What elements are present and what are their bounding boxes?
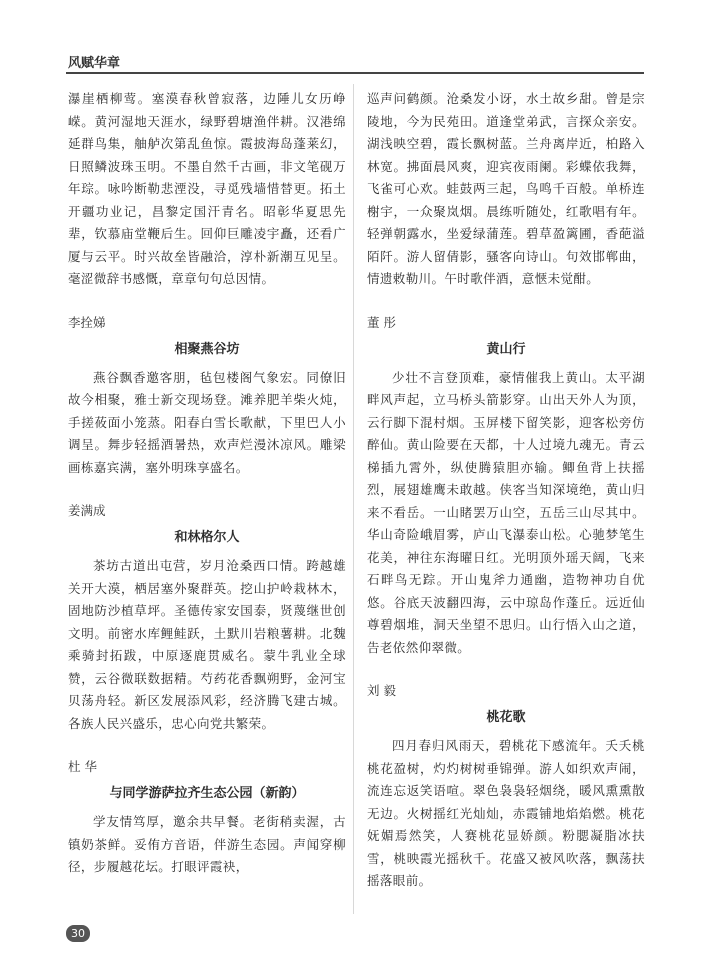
poem-author: 刘 毅 (367, 683, 396, 698)
page-number: 30 (66, 925, 90, 942)
continued-poem-text: 瀑崖栖柳莺。塞漠春秋曾寂落，边陲儿女历峥嵘。黄河湿地天涯水，绿野碧塘渔伴耕。汉港绵延群鸟集，舳舻次第乱鱼惊。霞披海岛蓬莱幻，日照鳞波珠玉明。不墨自然千古画，非文笔砚万年琮。咏吟断勒悲湮没，寻觅残墙惜替更。拓土开疆功业记，昌黎定国汗青名。昭彰华夏思先辈，钦慕庙堂鞭后生。回仰巨雕凌宇矗，还看广厦与云平。时兴故垒皆融洽，淳朴新潮互见呈。毫涩微辞书感慨，章章句句总因情。 (68, 91, 346, 286)
poem-text: 茶坊古道出屯营，岁月沧桑西口情。跨越雄关开大漠，栖居塞外聚群英。挖山护岭栽林木，固地防沙植草坪。圣德传家安国泰，贤蔑继世创文明。前密水库鲤鲑跃，土默川岩粮薯耕。北魏乘骑封拓跋，中原逐鹿贯威名。蒙牛乳业全球赞，云谷微联数据精。芍药花香飘朔野，金河宝贝荡舟轻。新区发展添风彩，经济腾飞建古城。各族人民兴盛乐，忠心向党共繁荣。 (68, 558, 346, 731)
poem-text: 学友情笃厚，邀余共早餐。老街稍卖渥，古镇奶茶鲜。妥侑方音语，伴游生态园。声闻穿柳径，步履越花坛。打眼评霞袂， (68, 814, 346, 874)
poem-title: 黄山行 (486, 341, 526, 357)
poem-title: 和林格尔人 (174, 530, 240, 545)
poem-text: 燕谷飘香邀客朋，毡包楼阁气象宏。同僚旧故今相聚，雅士新交现场登。滩养肥羊柴火炖，手搓莜面小笼蒸。阳春白雪长歌献，下里巴人小调呈。舞步轻摇酒暑热，欢声烂漫沐凉风。雕梁画栋嘉宾满，塞外明珠享盛名。 (68, 369, 346, 475)
poem-title: 相聚燕谷坊 (174, 341, 240, 357)
poem-author: 姜满成 (68, 503, 106, 518)
left-column (68, 88, 346, 879)
poem-author: 李拴娣 (68, 314, 106, 330)
poem-title: 与同学游萨拉齐生态公园（新韵） (109, 786, 305, 801)
poem-text: 四月春归风雨天，碧桃花下感流年。夭夭桃桃花盈树，灼灼树树垂锦弹。游人如织欢声闹，流连忘返笑语喧。翠色袅袅轻烟绕，暖风熏熏散无边。火树摇红光灿灿，赤霞铺地焰焰燃。桃花妩媚焉然笑，人赛桃花显娇颜。粉腮凝脂冰扶雪，桃映霞光摇秋千。花盛又被风吹落，飘荡扶摇落眼前。 (367, 738, 645, 888)
poem-text: 少壮不言登顶难，豪情催我上黄山。太平湖畔风声起，立马桥头箭影穿。山出天外人为顶，云行脚下混村烟。玉屏楼下留笑影，迎客松旁仿醉仙。黄山险要在天都，十人过境九魂无。青云梯插九霄外，纵使腾猿胆亦输。鲫鱼背上扶摇烈，展翅雄鹰未敢越。侠客当知深境绝，黄山归来不看岳。一山睹罢万山空，五岳三山尽其中。华山奇险峨眉雾，庐山飞瀑泰山松。心驰梦笔生花美，神往东海曜日红。光明顶外瑶天阔，飞来石畔鸟无踪。开山鬼斧力通幽，造物神功自优悠。谷底天波翻四海，云中琼岛作蓬丘。远近仙尊碧烟堆，洞天坐望不思归。山行悟入山之道，告老依然仰翠微。 (367, 369, 645, 655)
header-rule (66, 72, 644, 74)
continued-poem-text: 巡声问鹤颜。沧桑发小讶，水土故乡甜。曾是宗陵地，今为民苑田。道逢堂弟武，言探众亲安。湖浅映空碧，霞长飘树蓝。兰舟离岸近，柏路入林宽。拂面晨风爽，迎宾夜雨阑。彩蝶依我舞，飞雀可心欢。蛙鼓两三起，鸟鸣千百般。单桥连榭宇，一众聚岚烟。晨练听随处，红歌唱有年。轻弹朝露水，坐爱绿蒲莲。碧草盈篱圃，香葩溢陌阡。游人留倩影，骚客向诗山。句效邯郸曲，情遗敕勒川。午时歌伴酒，意惬未觉酣。 (367, 91, 645, 286)
poem-author: 董 彤 (367, 314, 396, 330)
header-title: 风赋华章 (68, 56, 121, 71)
poem-author: 杜 华 (68, 759, 97, 774)
column-divider (353, 84, 354, 914)
poem-title: 桃花歌 (486, 710, 526, 725)
right-column (367, 88, 645, 893)
